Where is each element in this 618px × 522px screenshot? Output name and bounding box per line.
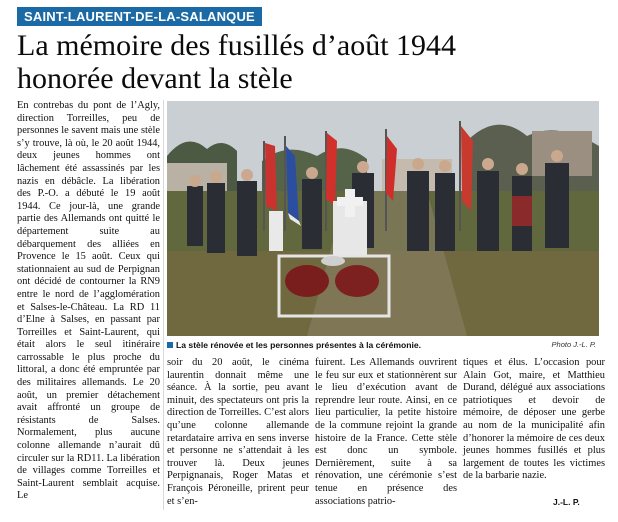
ceremony-photo xyxy=(167,101,599,336)
headline xyxy=(17,29,607,95)
photo-credit: Photo J.-L. P. xyxy=(551,340,596,349)
body-column-4: tiques et élus. L’occasion pour Alain Got, maire, et Matthieu Durand, délégué aux associations patriotiques et devoir de mémoire, de déposer une gerbe au nom de la municipalité afin d’honorer la mémoire de ces deux jeunes hommes fusillés et plus largement de toutes les victimes de la barbarie nazie. xyxy=(463,357,605,482)
body-column-2: soir du 20 août, le cinéma laurentin donnait même une séance. À la sortie, peu avant minuit, des spectateurs ont pris la direction de Torreilles. C’est alors qu’une colonne allemande retardataire arriva en sens inverse et personne ne s’attendait à les trouver là. Deux jeunes Perpignanais, Roger Matas et François Péroneille, prirent peur et s’en- xyxy=(167,357,309,507)
photo-caption xyxy=(167,339,599,353)
body-column-1: En contrebas du pont de l’Agly, direction Torreilles, peu de personnes le savent mais une stèle s’y trouve, là où, le 20 août 1944, deux jeunes hommes ont lâchement été assassinés par les nazis en débâcle. La libération des P.-O. a débuté le 19 août 1944. Ce jour-là, une grande partie des Allemands ont quitté le département suite au débarquement des alliées en Provence le 15 août. Ceux qui stationnaient au sud de Perpignan ont décidé de contourner la RN9 entre le nord de l’agglomération et Salses-le-Château. La RD 11 d’Elne à Salses, en passant par Torreilles et Saint-Laurent, qui était alors le seul itinéraire carrossable le plus proche du littoral, a donc été empruntée par des militaires allemands. Le 20 août, un premier détachement avait affronté un groupe de résistants de Salses. Normalement, plus aucune colonne allemande n’aurait dû circuler sur la RD11. La libération de villages comme Torreilles et Saint-Laurent semblait acquise. Le xyxy=(17,100,160,502)
body-column-3: fuirent. Les Allemands ouvrirent le feu sur eux et stationnèrent sur le lieu d’exécution avant de reprendre leur route. Ainsi, en ce lieu particulier, la petite histoire de la commune rejoint la grande histoire de la France. Cette stèle est donc un symbole. Dernièrement, suite à sa rénovation, une cérémonie s’est tenue en présence des associations patrio- xyxy=(315,357,457,507)
author-signature: J.-L. P. xyxy=(553,497,580,507)
column-divider xyxy=(163,100,164,510)
headline-line-2: honorée devant la stèle xyxy=(17,62,293,95)
section-rubric: SAINT-LAURENT-DE-LA-SALANQUE xyxy=(17,7,262,26)
caption-marker-icon xyxy=(167,342,173,348)
caption-text: La stèle rénovée et les personnes présentes à la cérémonie. xyxy=(176,340,422,350)
headline-line-1: La mémoire des fusillés d’août 1944 xyxy=(17,29,457,62)
